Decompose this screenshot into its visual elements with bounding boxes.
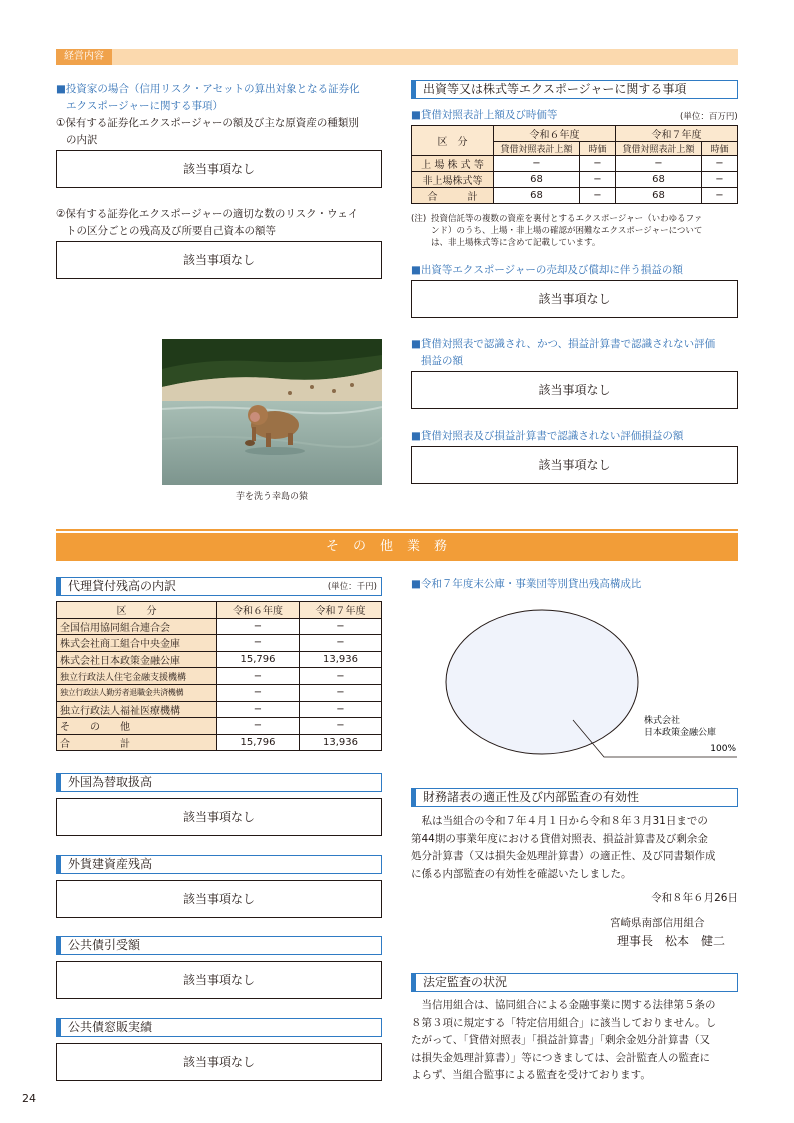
- statutory-audit-title: 法定監査の状況: [411, 973, 738, 992]
- unrealized-heading: [411, 336, 741, 370]
- foreign-assets-title: 外貨建資産残高: [56, 855, 382, 874]
- audit-line1: 私は当組合の令和７年４月１日から令和８年３月31日までの: [411, 815, 708, 827]
- table-row: [57, 651, 382, 668]
- table-row: [412, 188, 738, 204]
- cell: −: [217, 635, 300, 652]
- cell: −: [702, 172, 738, 188]
- cell: 13,936: [300, 651, 382, 668]
- agency-loan-unit: (単位：千円): [327, 582, 377, 592]
- section-tag: 経営内容: [56, 49, 112, 65]
- na-box-public-bond-underwriting: 該当事項なし: [56, 961, 382, 999]
- public-bond-underwriting-title: 公共債引受額: [56, 936, 382, 955]
- item2-line1: ②保有する証券化エクスポージャーの適切な数のリスク・ウェイ: [56, 208, 359, 220]
- agency-col-b: 令和７年度: [300, 602, 382, 619]
- agency-loan-title-text: 代理貸付残高の内訳: [68, 579, 177, 593]
- unrecognized-heading: ■貸借対照表及び損益計算書で認識されない評価損益の額: [411, 430, 684, 442]
- bs-fv-unit: (単位：百万円): [680, 112, 738, 122]
- other-business-band: その他業務: [56, 533, 738, 561]
- row-label: 合 計: [57, 734, 217, 751]
- cell: −: [580, 156, 616, 172]
- row-label: 独立行政法人住宅金融支援機構: [57, 668, 217, 685]
- na-box-sale-writeoff: 該当事項なし: [411, 280, 738, 318]
- na-box-foreign-assets: 該当事項なし: [56, 880, 382, 918]
- equity-sub-bs-b: 貸借対照表計上額: [616, 142, 702, 156]
- agency-loan-table: [56, 601, 382, 751]
- unrealized-heading-line2: 損益の額: [421, 355, 463, 367]
- statutory-line3: たがって、「貸借対照表」「損益計算書」「剰余金処分計算書（又: [411, 1034, 711, 1046]
- row-label: 株式会社商工組合中央金庫: [57, 635, 217, 652]
- cell: 15,796: [217, 651, 300, 668]
- cell: −: [217, 684, 300, 701]
- band-rule: [56, 529, 738, 531]
- row-label: 合 計: [412, 188, 494, 204]
- statutory-line2: ８第３項に規定する「特定信用組合」に該当しておりません。し: [411, 1016, 717, 1029]
- na-box-item2: 該当事項なし: [56, 241, 382, 279]
- bs-fv-heading: ■貸借対照表計上額及び時価等: [411, 109, 558, 121]
- pie-label-percent: 100%: [710, 744, 736, 754]
- public-bond-sales-title: 公共債窓販実績: [56, 1018, 382, 1037]
- unrealized-heading-line1: ■貸借対照表で認識され、かつ、損益計算書で認識されない評価: [411, 338, 716, 350]
- audit-line3: 処分計算書（又は損失金処理計算書）の適正性、及び同書類作成: [411, 850, 716, 862]
- equity-sub-fv-a: 時価: [580, 142, 616, 156]
- row-label: 非上場株式等: [412, 172, 494, 188]
- equity-col-group: 区 分: [412, 126, 494, 156]
- item2-line2: トの区分ごとの残高及び所要自己資本の額等: [66, 225, 276, 237]
- photo-caption: 芋を洗う幸島の猿: [235, 492, 308, 502]
- table-row: [57, 718, 382, 735]
- audit-line2: 第44期の事業年度における貸借対照表、損益計算書及び剰余金: [411, 832, 708, 845]
- cell: 68: [616, 188, 702, 204]
- cell: −: [217, 618, 300, 635]
- cell: −: [217, 701, 300, 718]
- audit-signer: 理事長 松本 健二: [617, 934, 726, 948]
- investor-heading: [56, 81, 386, 115]
- audit-org: 宮崎県南部信用組合: [610, 917, 705, 929]
- item2-text: [56, 206, 386, 240]
- foreign-exchange-title: 外国為替取扱高: [56, 773, 382, 792]
- sale-writeoff-heading: ■出資等エクスポージャーの売却及び償却に伴う損益の額: [411, 264, 683, 276]
- table-row: [57, 668, 382, 685]
- cell: 68: [494, 172, 580, 188]
- cell: 13,936: [300, 734, 382, 751]
- cell: 15,796: [217, 734, 300, 751]
- pie-label-line2: 日本政策金融公庫: [644, 728, 717, 738]
- cell: 68: [494, 188, 580, 204]
- header-band: [56, 49, 738, 65]
- page-number: 24: [22, 1092, 36, 1105]
- cell: −: [217, 668, 300, 685]
- row-label: そ の 他: [57, 718, 217, 735]
- cell: −: [616, 156, 702, 172]
- table-row: [412, 172, 738, 188]
- equity-year-a: 令和６年度: [494, 126, 616, 142]
- row-label: 全国信用協同組合連合会: [57, 618, 217, 635]
- row-label: 上 場 株 式 等: [412, 156, 494, 172]
- statutory-line4: は損失金処理計算書）」等につきましては、会計監査人の監査に: [411, 1051, 711, 1064]
- row-label: 株式会社日本政策金融公庫: [57, 651, 217, 668]
- table-row: [57, 734, 382, 751]
- audit-body: [411, 813, 741, 883]
- note-line1: 投資信託等の複数の資産を裏付とするエクスポージャー（いわゆるファ: [431, 214, 703, 224]
- na-box-foreign-exchange: 該当事項なし: [56, 798, 382, 836]
- statutory-line1: 当信用組合は、協同組合による金融事業に関する法律第５条の: [411, 999, 716, 1011]
- table-row: [57, 635, 382, 652]
- cell: −: [580, 188, 616, 204]
- cell: −: [300, 618, 382, 635]
- cell: −: [702, 156, 738, 172]
- note-mark: (注): [411, 214, 427, 224]
- cell: −: [300, 684, 382, 701]
- equity-section-title: 出資等又は株式等エクスポージャーに関する事項: [411, 80, 738, 99]
- na-box-item1: 該当事項なし: [56, 150, 382, 188]
- na-box-unrecognized: 該当事項なし: [411, 446, 738, 484]
- cell: −: [494, 156, 580, 172]
- na-box-unrealized: 該当事項なし: [411, 371, 738, 409]
- audit-title: 財務諸表の適正性及び内部監査の有効性: [411, 788, 738, 807]
- cell: −: [300, 635, 382, 652]
- agency-loan-title: [56, 577, 382, 596]
- equity-sub-bs-a: 貸借対照表計上額: [494, 142, 580, 156]
- item1-line1: ①保有する証券化エクスポージャーの額及び主な原資産の種類別: [56, 117, 359, 129]
- pie-chart: [411, 592, 741, 762]
- table-row: [57, 684, 382, 701]
- item1-text: [56, 115, 386, 149]
- equity-table: [411, 125, 738, 204]
- investor-heading-line2: エクスポージャーに関する事項）: [66, 100, 223, 112]
- na-box-public-bond-sales: 該当事項なし: [56, 1043, 382, 1081]
- monkey-photo-image: [162, 339, 382, 485]
- pie-chart-heading: ■令和７年度末公庫・事業団等別貸出残高構成比: [411, 578, 642, 590]
- equity-year-b: 令和７年度: [616, 126, 738, 142]
- pie-slice-jfc: [446, 610, 638, 754]
- cell: −: [580, 172, 616, 188]
- statutory-line5: よらず、当組合監事による監査を受けております。: [411, 1069, 651, 1081]
- audit-date: 令和８年６月26日: [651, 892, 738, 904]
- cell: 68: [616, 172, 702, 188]
- table-row: [57, 618, 382, 635]
- investor-heading-line1: ■投資家の場合（信用リスク・アセットの算出対象となる証券化: [56, 83, 360, 95]
- monkey-photo: [162, 339, 382, 485]
- cell: −: [300, 668, 382, 685]
- cell: −: [300, 718, 382, 735]
- cell: −: [217, 718, 300, 735]
- agency-col-a: 令和６年度: [217, 602, 300, 619]
- cell: −: [702, 188, 738, 204]
- cell: −: [300, 701, 382, 718]
- note-line2: ンド）のうち、上場・非上場の確認が困難なエクスポージャーについて: [431, 226, 703, 236]
- table-row: [57, 701, 382, 718]
- agency-col-label: 区 分: [57, 602, 217, 619]
- note-line3: は、非上場株式等に含めて記載しています。: [431, 238, 601, 248]
- item1-line2: の内訳: [66, 134, 98, 146]
- equity-note: [411, 213, 738, 249]
- audit-line4: に係る内部監査の有効性を確認いたしました。: [411, 867, 632, 880]
- table-row: [412, 156, 738, 172]
- pie-label-line1: 株式会社: [644, 716, 681, 726]
- row-label: 独立行政法人福祉医療機構: [57, 701, 217, 718]
- row-label: 独立行政法人勤労者退職金共済機構: [57, 684, 217, 701]
- statutory-body: [411, 997, 741, 1085]
- equity-sub-fv-b: 時価: [702, 142, 738, 156]
